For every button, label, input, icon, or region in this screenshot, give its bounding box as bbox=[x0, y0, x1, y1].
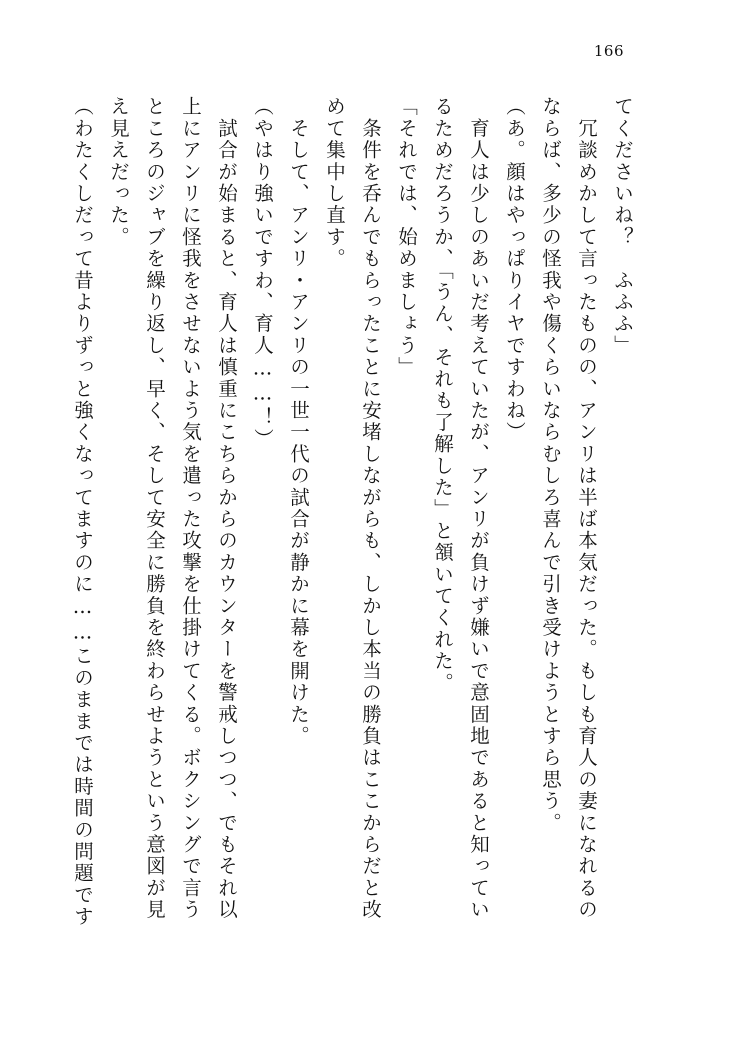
text-line: （あ。顔はやっぱりイヤですわね） bbox=[503, 96, 526, 444]
text-line: 冗談めかして言ったものの、アンリは半ば本気だった。もしも育人の妻になれるの bbox=[575, 96, 598, 921]
text-line: めて集中し直す。 bbox=[323, 96, 346, 270]
text-line: （やはり強いですわ、育人……！） bbox=[251, 96, 274, 451]
text-line: ところのジャブを繰り返し、早く、そして安全に勝負を終わらせようという意図が見 bbox=[143, 96, 166, 921]
text-line: 上にアンリに怪我をさせないよう気を遣った攻撃を仕掛けてくる。ボクシングで言う bbox=[179, 96, 202, 921]
text-line: ならば、多少の怪我や傷くらいならむしろ喜んで引き受けようとすら思う。 bbox=[539, 96, 562, 834]
text-line: 条件を呑んでもらったことに安堵しながらも、しかし本当の勝負はここからだと改 bbox=[359, 96, 382, 921]
text-line: 育人は少しのあいだ考えていたが、アンリが負けず嫌いで意固地であると知ってい bbox=[467, 96, 490, 921]
text-line: そして、アンリ・アンリの一世一代の試合が静かに幕を開けた。 bbox=[287, 96, 310, 747]
text-line: 試合が始まると、育人は慎重にこちらからのカウンターを警戒しつつ、でもそれ以 bbox=[215, 96, 238, 921]
text-line: （わたくしだって昔よりずっと強くなってますのに……このままでは時間の問題です bbox=[71, 96, 94, 928]
page-number: 166 bbox=[593, 42, 624, 60]
text-line: 「それでは、始めましょう」 bbox=[395, 96, 418, 379]
text-line: るためだろうか、「うん、それも了解した」と頷いてくれた。 bbox=[431, 96, 454, 694]
text-line: てくださいね？ ふふふ」 bbox=[611, 96, 634, 357]
vertical-text-body bbox=[71, 96, 640, 959]
text-line: え見えだった。 bbox=[107, 96, 130, 248]
